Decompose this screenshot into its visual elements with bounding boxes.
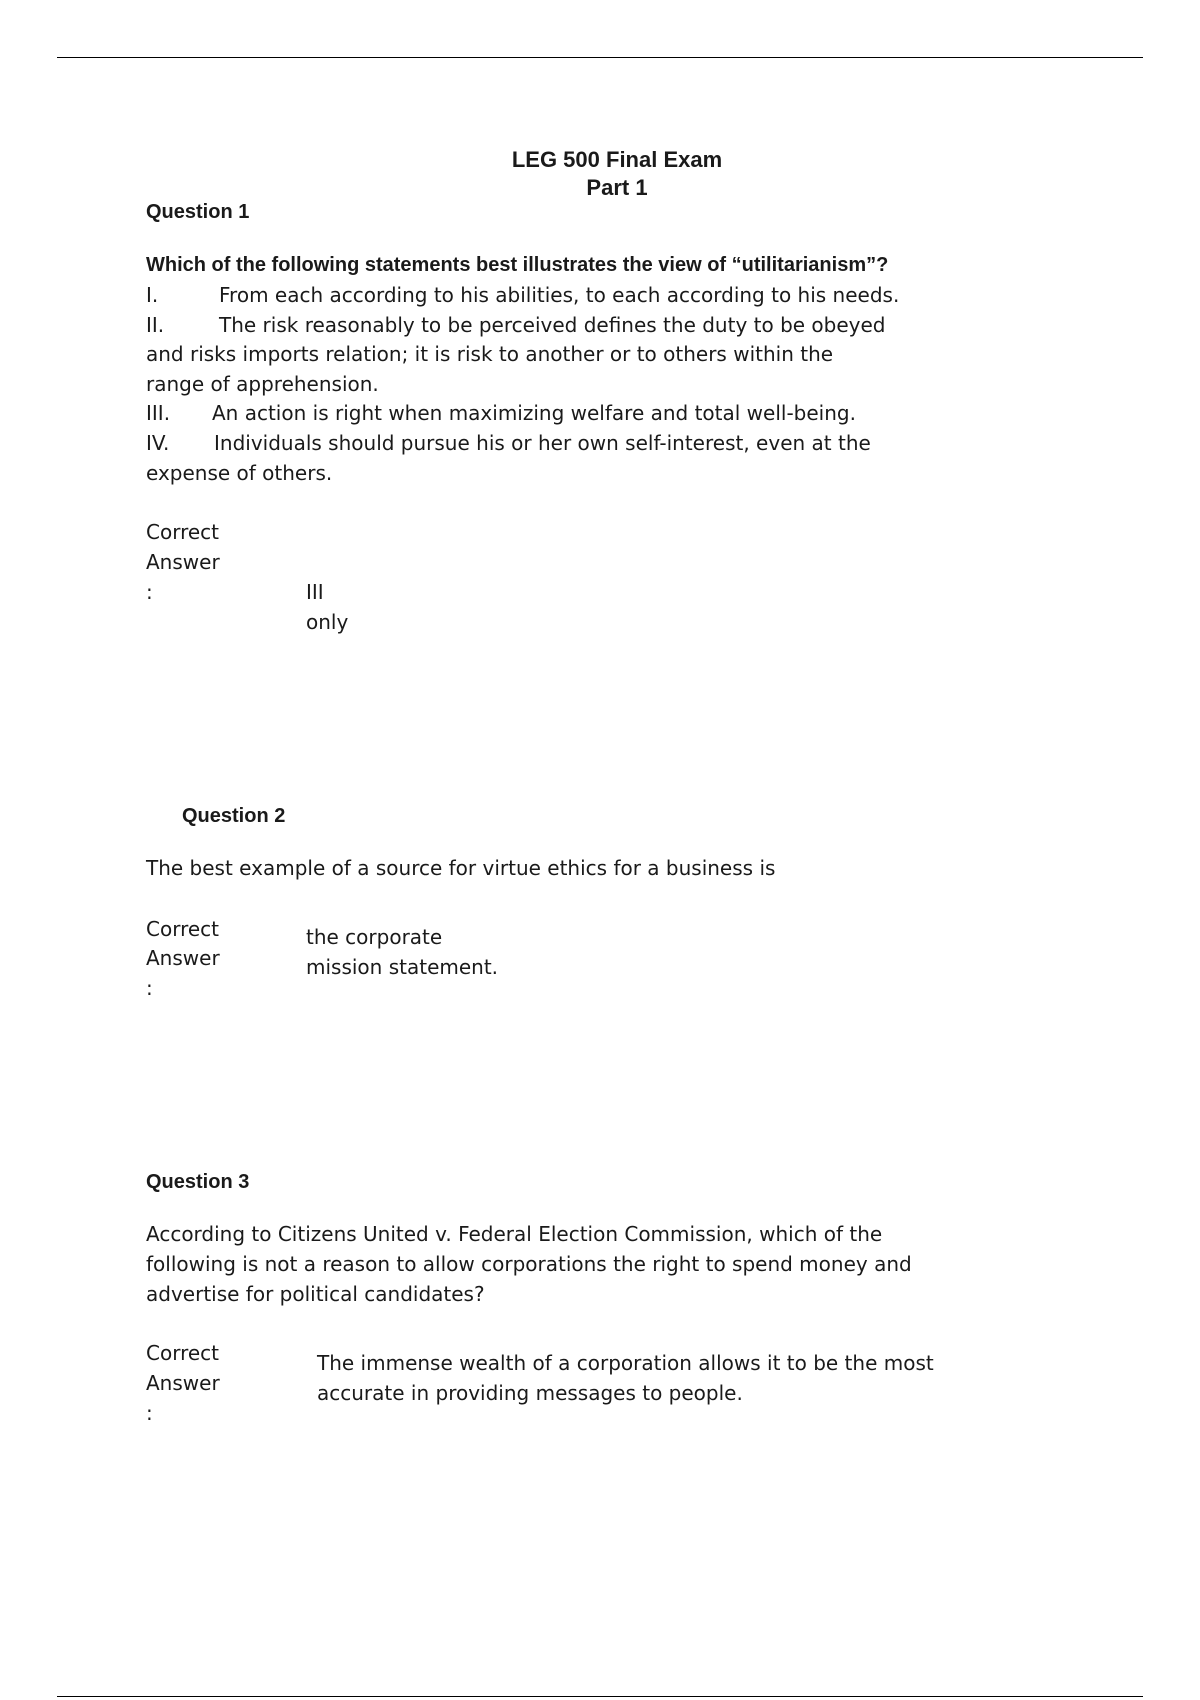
question-3-answer-label-3: : — [146, 1401, 153, 1425]
question-1-option-2 — [146, 310, 164, 340]
question-2-prompt: The best example of a source for virtue ethics for a business is — [146, 856, 776, 880]
question-2-answer-label-2: Answer — [146, 946, 220, 970]
question-3-heading: Question 3 — [146, 1171, 250, 1193]
option-numeral: II. — [146, 313, 165, 337]
question-3-prompt-line-1: According to Citizens United v. Federal Election Commission, which of the — [146, 1222, 883, 1246]
question-2-answer-label-3: : — [146, 976, 153, 1000]
question-1-option-2-line-2: and risks imports relation; it is risk to another or to others within the — [146, 342, 834, 366]
question-1-option-1 — [146, 280, 158, 310]
question-3-prompt-line-2: following is not a reason to allow corporations the right to spend money and — [146, 1252, 912, 1276]
exam-part: Part 1 — [586, 175, 648, 200]
question-3-answer-line-1: The immense wealth of a corporation allows it to be the most — [317, 1351, 934, 1375]
question-1-option-3-text: An action is right when maximizing welfare and total well-being. — [212, 401, 856, 425]
question-2-answer-line-2: mission statement. — [306, 955, 499, 979]
top-rule — [57, 57, 1143, 58]
question-1-option-4-line-1: Individuals should pursue his or her own self-interest, even at the — [214, 431, 871, 455]
question-1-option-3 — [146, 398, 170, 428]
bottom-rule — [57, 1696, 1143, 1697]
question-3-answer-line-2: accurate in providing messages to people. — [317, 1381, 743, 1405]
question-2-answer-label-1: Correct — [146, 917, 219, 941]
question-1-option-4 — [146, 428, 169, 458]
question-3-answer-label-2: Answer — [146, 1371, 220, 1395]
option-numeral: III. — [146, 401, 171, 425]
question-1-option-2-line-3: range of apprehension. — [146, 372, 379, 396]
exam-title: LEG 500 Final Exam — [511, 147, 723, 172]
question-3-answer-label-1: Correct — [146, 1341, 219, 1365]
question-1-answer-label-2: Answer — [146, 550, 220, 574]
question-1-answer-line-1: III — [306, 580, 324, 604]
question-1-heading: Question 1 — [146, 201, 250, 223]
question-1-prompt: Which of the following statements best illustrates the view of “utilitarianism”? — [146, 254, 889, 276]
question-1-option-4-line-2: expense of others. — [146, 461, 333, 485]
question-3-prompt-line-3: advertise for political candidates? — [146, 1282, 485, 1306]
question-1-answer-label-1: Correct — [146, 520, 219, 544]
question-2-heading: Question 2 — [182, 805, 286, 827]
option-numeral: IV. — [146, 431, 170, 455]
question-1-option-1-text: From each according to his abilities, to each according to his needs. — [219, 283, 900, 307]
question-1-option-2-line-1: The risk reasonably to be perceived defines the duty to be obeyed — [219, 313, 886, 337]
option-numeral: I. — [146, 283, 159, 307]
question-1-answer-line-2: only — [306, 610, 349, 634]
question-2-answer-line-1: the corporate — [306, 925, 443, 949]
question-1-answer-label-3: : — [146, 580, 153, 604]
